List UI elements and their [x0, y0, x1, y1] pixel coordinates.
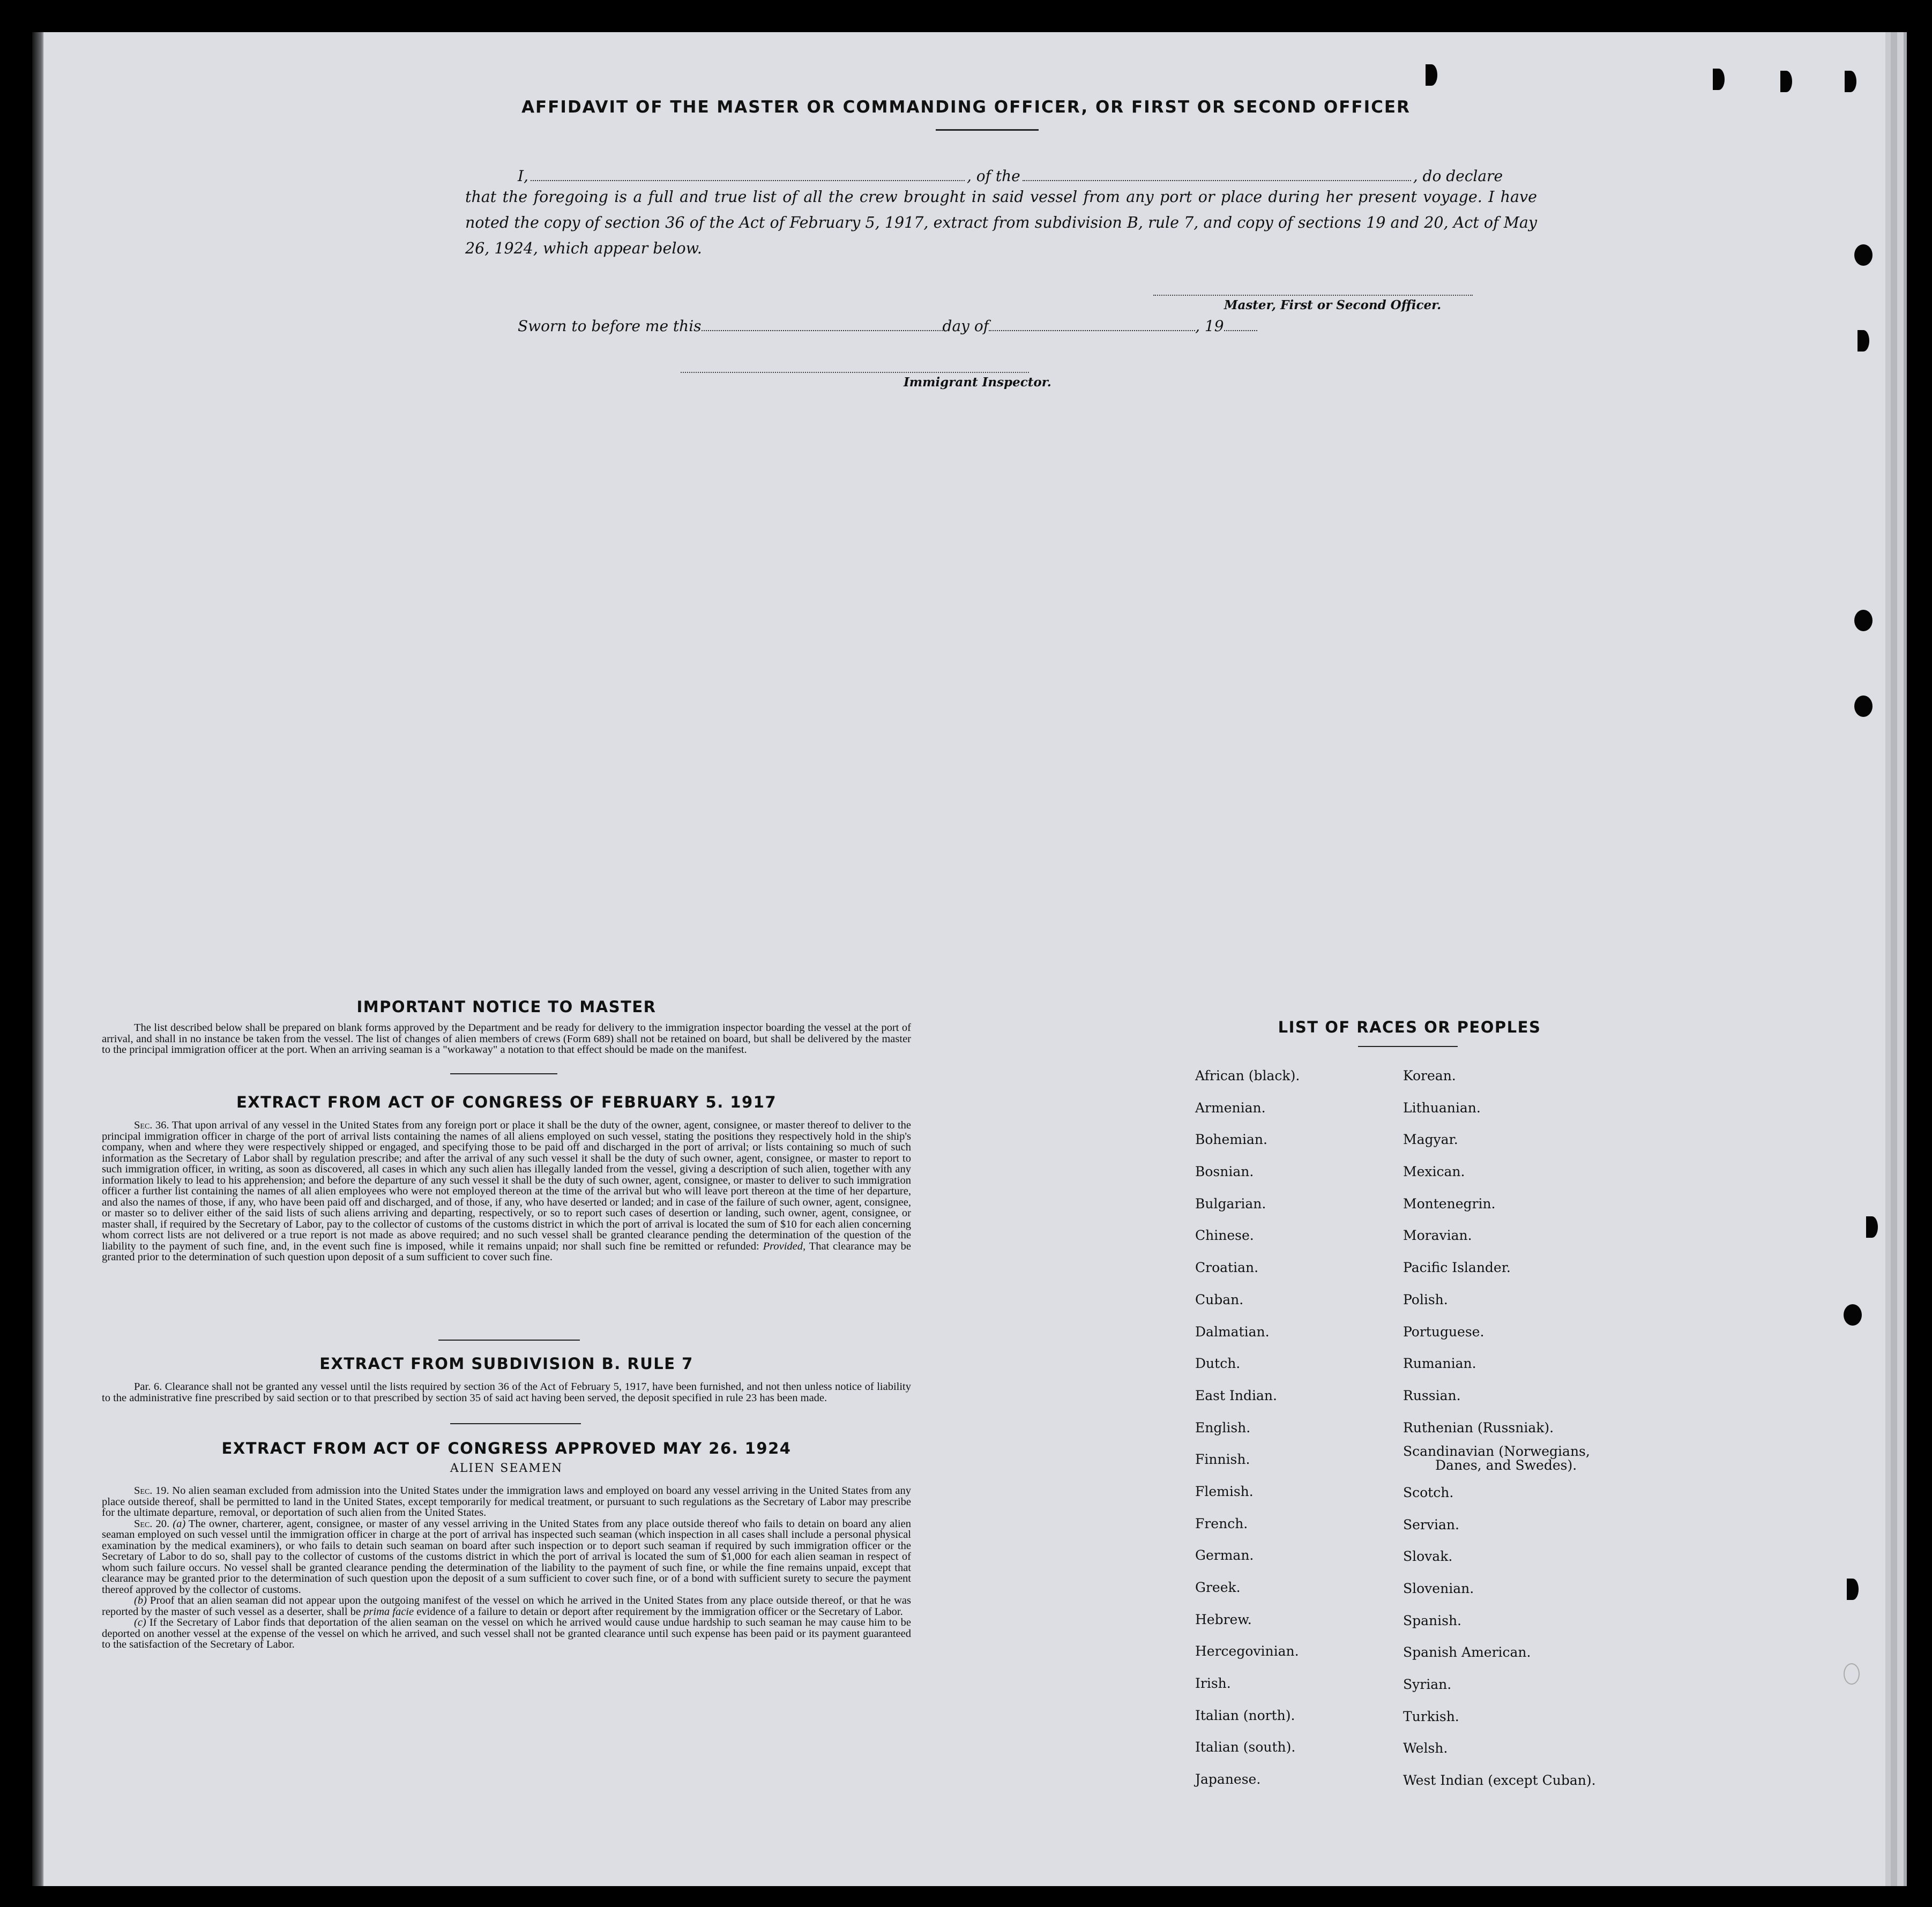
binder-hole [1847, 1579, 1859, 1600]
sec-20c-body: If the Secretary of Labor finds that deportation of the alien seaman on the vessel on which he arrived would cause undue hardship to such seaman he may cause him to be deported on another vessel at the expense of the vessel on which he arrived, and such vessel shall not be granted clearance until such expense has been paid or its payment guaranteed to the satisfaction of the Secretary of Labor. [102, 1617, 912, 1650]
extract-1917-title: EXTRACT FROM ACT OF CONGRESS OF FEBRUARY 5. 1917 [236, 1093, 777, 1111]
race-item: Bulgarian. [1195, 1195, 1266, 1211]
races-right-column [1403, 1060, 1596, 1797]
alien-seamen-subtitle: ALIEN SEAMEN [450, 1462, 563, 1475]
race-item-continuation: Danes, and Swedes). [1435, 1457, 1577, 1474]
race-item: Polish. [1403, 1291, 1448, 1307]
title-rule [936, 129, 1039, 131]
sec-20a-paragraph [102, 1519, 911, 1596]
race-item: Pacific Islander. [1403, 1260, 1511, 1276]
race-item: Magyar. [1403, 1132, 1458, 1148]
extract-1917-text [102, 1120, 911, 1263]
race-item: English. [1195, 1419, 1251, 1435]
binder-hole [1858, 330, 1869, 352]
race-item: African (black). [1195, 1068, 1300, 1083]
race-item: Croatian. [1195, 1260, 1259, 1276]
race-item [1403, 1444, 1596, 1477]
race-item: Armenian. [1195, 1100, 1266, 1116]
vessel-name-blank[interactable] [1023, 180, 1411, 181]
sec-20b-paragraph [102, 1595, 911, 1617]
declarant-prefix: I, [518, 167, 528, 185]
race-item: Dalmatian. [1195, 1323, 1270, 1340]
binder-hole [1713, 69, 1725, 90]
race-item: Russian. [1403, 1387, 1461, 1403]
binder-hole [1426, 64, 1437, 86]
race-item: Spanish American. [1403, 1644, 1531, 1661]
race-item: Bohemian. [1195, 1132, 1267, 1148]
notice-title: IMPORTANT NOTICE TO MASTER [356, 998, 657, 1016]
race-item: Montenegrin. [1403, 1195, 1496, 1211]
race-item: Flemish. [1195, 1483, 1254, 1499]
page-right-edge [1885, 32, 1918, 1886]
race-item: Hebrew. [1195, 1611, 1252, 1627]
race-item: West Indian (except Cuban). [1403, 1773, 1596, 1789]
race-item: Spanish. [1403, 1612, 1462, 1628]
binder-hole [1844, 1663, 1860, 1685]
binder-hole [1854, 696, 1873, 717]
sec-36-label: Sec. 36. [134, 1119, 169, 1131]
race-item: Lithuanian. [1403, 1100, 1481, 1116]
races-left-column [1195, 1060, 1300, 1796]
race-item: Bosnian. [1195, 1164, 1254, 1180]
inspector-signature-label: Immigrant Inspector. [904, 375, 1051, 390]
race-item: Irish. [1195, 1676, 1231, 1692]
race-item: Finnish. [1195, 1452, 1250, 1468]
race-item: Portuguese. [1403, 1323, 1485, 1340]
sec-20b-body: Proof that an alien seaman did not appear upon the outgoing manifest of the vessel on which he arrived in the United States from any place outside thereof, or that he was reported by the master of such vessel as a deserter, shall be [102, 1595, 911, 1618]
race-item: Chinese. [1195, 1228, 1254, 1244]
sworn-prefix: Sworn to before me this [518, 317, 702, 335]
sworn-line [518, 317, 1257, 335]
race-item: German. [1195, 1547, 1254, 1564]
binder-hole [1854, 610, 1873, 631]
race-item: Ruthenian (Russniak). [1403, 1419, 1554, 1435]
page-left-edge [32, 32, 43, 1886]
race-item: Syrian. [1403, 1677, 1452, 1693]
sec-20c-paragraph [102, 1617, 911, 1650]
race-item: Italian (north). [1195, 1707, 1295, 1723]
race-item: Scotch. [1403, 1484, 1454, 1500]
extract-1924-text [102, 1485, 911, 1650]
races-title: LIST OF RACES OR PEOPLES [1278, 1018, 1541, 1036]
sec-19-paragraph [102, 1485, 911, 1519]
race-item: Greek. [1195, 1580, 1241, 1595]
binder-hole [1866, 1216, 1878, 1238]
provided-label: Provided, [763, 1240, 806, 1252]
officer-signature-label: Master, First or Second Officer. [1224, 298, 1442, 312]
race-item: Cuban. [1195, 1291, 1244, 1307]
race-item: Slovak. [1403, 1549, 1453, 1565]
sworn-day-blank[interactable] [702, 330, 943, 331]
inspector-signature-blank[interactable] [681, 372, 1029, 373]
race-item: Korean. [1403, 1068, 1456, 1083]
race-item: Mexican. [1403, 1164, 1465, 1180]
officer-signature-blank[interactable] [1153, 295, 1473, 296]
sworn-year-blank[interactable] [1224, 330, 1257, 331]
binder-hole [1854, 244, 1873, 266]
sec-20c-label: (c) [134, 1617, 146, 1628]
race-item: Italian (south). [1195, 1739, 1296, 1755]
extract-rule7-title: EXTRACT FROM SUBDIVISION B. RULE 7 [319, 1355, 693, 1373]
sec-20b-label: (b) [134, 1595, 147, 1606]
sec-20b-end: evidence of a failure to detain or deport after requirement by the immigration officer or the Secretary of Labor. [416, 1605, 903, 1618]
binder-hole [1780, 71, 1792, 92]
rule7-paragraph: Par. 6. Clearance shall not be granted any vessel until the lists required by section 36 of the Act of February 5, 1917, have been furnished, and not then unless notice of liability to the administrative fine prescribed by said section or to that prescribed by section 35 of said act having been served, the deposit specified in rule 23 has been made. [102, 1381, 911, 1404]
race-item: Slovenian. [1403, 1581, 1474, 1596]
declarant-line [518, 167, 1503, 185]
prima-facie-text: prima facie [363, 1605, 414, 1618]
race-item: Welsh. [1403, 1740, 1448, 1756]
sec-20a-label: (a) [173, 1517, 186, 1530]
race-item: Japanese. [1195, 1771, 1261, 1788]
sec-20-label: Sec. 20. [134, 1517, 170, 1530]
section-rule [450, 1073, 557, 1074]
declarant-name-blank[interactable] [531, 180, 965, 181]
race-item-text: Scandinavian (Norwegians, [1403, 1444, 1590, 1460]
races-title-rule [1358, 1046, 1458, 1047]
binder-hole [1844, 1304, 1862, 1326]
notice-paragraph: The list described below shall be prepared on blank forms approved by the Department and be ready for delivery to the immigration inspector boarding the vessel at the port of arrival, and shall in no instance be taken from the vessel. The list of changes of alien members of crews (Form 689) shall not be retained on board, but shall be delivered by the master to the principal immigration officer at the port. When an arriving seaman is a "workaway" a notation to that effect should be made on the manifest. [102, 1022, 911, 1056]
race-item: Hercegovinian. [1195, 1643, 1299, 1659]
affidavit-title: AFFIDAVIT OF THE MASTER OR COMMANDING OFFICER, OR FIRST OR SECOND OFFICER [521, 98, 1411, 117]
sworn-day-of: day of [942, 317, 989, 335]
race-item: East Indian. [1195, 1387, 1277, 1403]
sec-19-label: Sec. 19. [134, 1485, 169, 1497]
affidavit-body: that the foregoing is a full and true list of all the crew brought in said vessel from any port or place during her present voyage. I have noted the copy of section 36 of the Act of February 5, 1917, extract from subdivision B, rule 7, and copy of sections 19 and 20, Act of May 26, 1924, which appear below. [465, 188, 1537, 257]
section-rule [450, 1423, 581, 1424]
race-item: Dutch. [1195, 1356, 1241, 1372]
race-item: French. [1195, 1515, 1248, 1531]
extract-1924-title: EXTRACT FROM ACT OF CONGRESS APPROVED MAY 26. 1924 [221, 1439, 792, 1457]
sworn-month-blank[interactable] [989, 330, 1195, 331]
notice-text [102, 1022, 911, 1056]
section-rule [438, 1340, 580, 1341]
sec-36-end: That clearance may be granted prior to the determination of such question upon deposit of a sum sufficient to cover such fine. [102, 1240, 911, 1263]
race-item: Servian. [1403, 1516, 1459, 1532]
sec-36-body: That upon arrival of any vessel in the United States from any foreign port or place it shall be the duty of the owner, agent, consignee, or master thereof to deliver to the principal immigration officer in charge of the port of arrival lists containing the names of all aliens employed on such vessel, stating the positions they respectively hold in the ship's company, when and where they were respectively shipped or engaged, and specifying those to be paid off and discharged in the port of arrival; or lists containing so much of such information as the Secretary of Labor shall by regulation prescribe; and after the arrival of any such vessel it shall be the duty of such owner, agent, consignee, or master to report to such immigration officer, in writing, as soon as discovered, all cases in which any such alien has illegally landed from the vessel, giving a description of such alien, together with any information likely to lead to his apprehension; and before the departure of any such vessel it shall be the duty of such owner, agent, consignee, or master to deliver to such immigration officer a further list containing the names of all alien employees who were not employed thereon at the time of the arrival but who will leave port thereon at the time of her departure, and also the names of those, if any, who have been paid off and discharged, and of those, if any, who have deserted or landed; and in case of the failure of such owner, agent, consignee, or master so to deliver either of the said lists of such aliens arriving and departing, respectively, or so to report such cases of desertion or landing, such owner, agent, consignee, or master shall, if required by the Secretary of Labor, pay to the collector of customs of the customs district in which the port of arrival is located the sum of $10 for each alien concerning whom correct lists are not delivered or a true report is not made as above required; and no such vessel shall be granted clearance pending the determination of the question of the liability to the payment of such fine, and, in the event such fine is imposed, while it remains unpaid; nor shall such fine be remitted or refunded: [102, 1119, 911, 1252]
race-item: Turkish. [1403, 1708, 1459, 1724]
declare-label: , do declare [1413, 167, 1503, 185]
binder-hole [1845, 71, 1856, 92]
declarant-of-label: , of the [966, 167, 1020, 185]
race-item: Moravian. [1403, 1228, 1472, 1244]
extract-rule7-text [102, 1381, 911, 1403]
sworn-year-prefix: , 19 [1195, 317, 1224, 335]
race-item: Rumanian. [1403, 1356, 1476, 1372]
sec-19-body: No alien seaman excluded from admission into the United States under the immigration laws and employed on board any vessel arriving in the United States from any place outside thereof, shall be permitted to land in the United States, except temporarily for medical treatment, or pursuant to such regulations as the Secretary of Labor may prescribe for the ultimate departure, removal, or deportation of such alien from the United States. [102, 1485, 912, 1519]
sec-20a-body: The owner, charterer, agent, consignee, or master of any vessel arriving in the United States from any place outside thereof who fails to detain on board any alien seaman employed on such vessel until the immigration officer in charge at the port of arrival has inspected such seaman (which inspection in all cases shall include a personal physical examination by the medical examiners), or who fails to detain such seaman on board after such inspection or to deport such seaman if required by such immigration officer or the Secretary of Labor to do so, shall pay to the collector of customs of the customs district in which the port of arrival is located the sum of $1,000 for each alien seaman in respect of whom such failure occurs. No vessel shall be granted clearance pending the determination of the liability to the payment of such fine, or while the fine remains unpaid, except that clearance may be granted prior to the determination of such question upon the deposit of a sum sufficient to cover such fine, or of a bond with sufficient surety to secure the payment thereof approved by the collector of customs. [102, 1517, 911, 1596]
